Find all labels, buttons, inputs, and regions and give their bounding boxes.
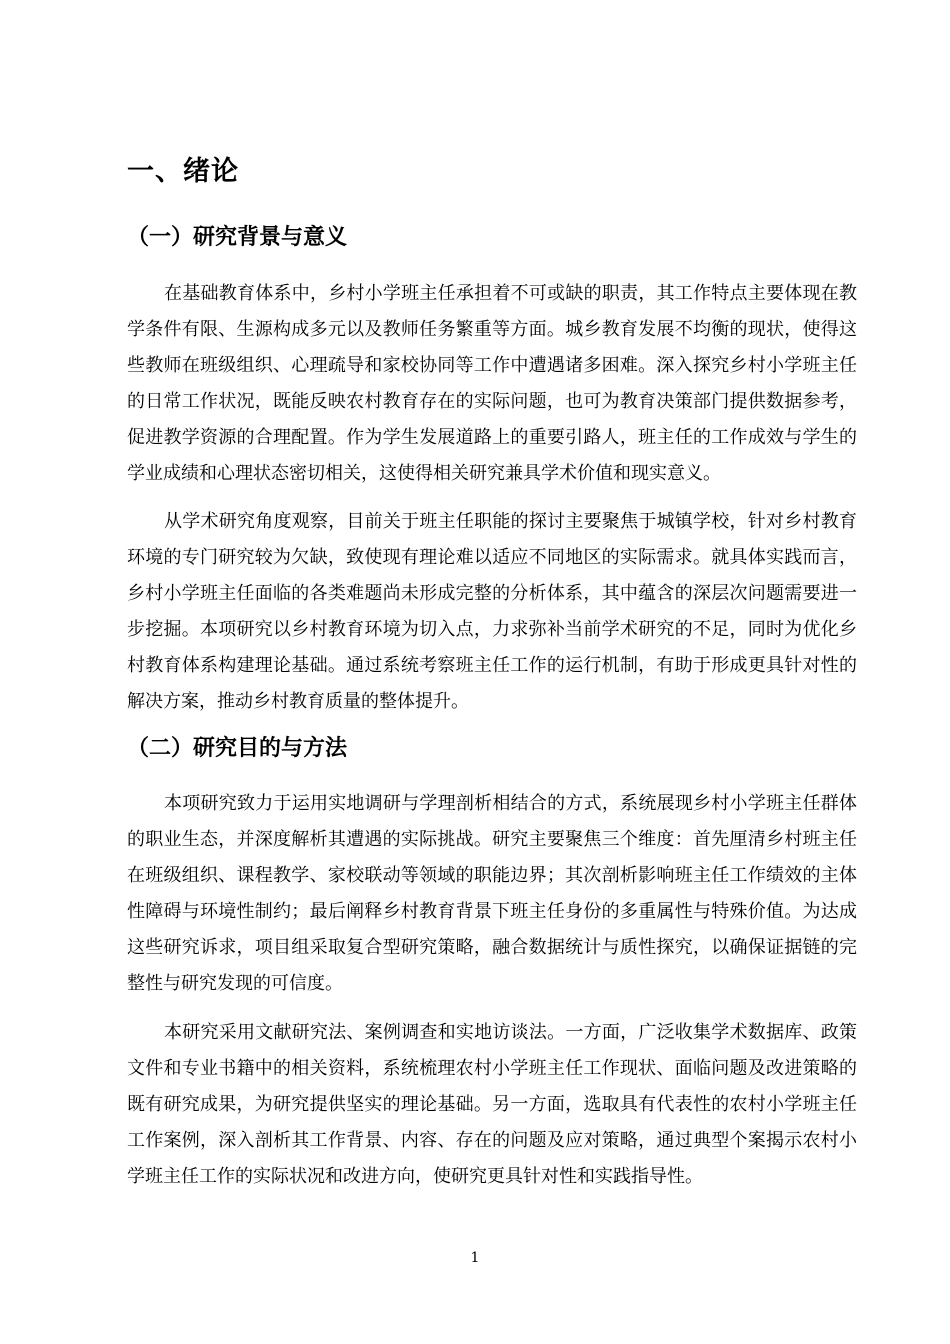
body-paragraph: 本项研究致力于运用实地调研与学理剖析相结合的方式，系统展现乡村小学班主任群体的职业生态，并深度解析其遭遇的实际挑战。研究主要聚焦三个维度：首先厘清乡村班主任在班级组织、课程教学、家校联动等领域的职能边界；其次剖析影响班主任工作绩效的主体性障碍与环境性制约；最后阐释乡村教育背景下班主任身份的多重属性与特殊价值。为达成这些研究诉求，项目组采取复合型研究策略，融合数据统计与质性探究，以确保证据链的完整性与研究发现的可信度。 [127, 793, 857, 994]
section-heading-background: （一）研究背景与意义 [127, 225, 348, 250]
body-paragraph: 在基础教育体系中，乡村小学班主任承担着不可或缺的职责，其工作特点主要体现在教学条件有限、生源构成多元以及教师任务繁重等方面。城乡教育发展不均衡的现状，使得这些教师在班级组织、心理疏导和家校协同等工作中遭遇诸多困难。深入探究乡村小学班主任的日常工作状况，既能反映农村教育存在的实际问题，也可为教育决策部门提供数据参考，促进教学资源的合理配置。作为学生发展道路上的重要引路人，班主任的工作成效与学生的学业成绩和心理状态密切相关，这使得相关研究兼具学术价值和现实意义。 [127, 283, 857, 484]
chapter-title: 一、绪论 [127, 156, 239, 187]
section-heading-methods: （二）研究目的与方法 [127, 736, 348, 761]
page-number: 1 [470, 1250, 480, 1266]
body-paragraph: 本研究采用文献研究法、案例调查和实地访谈法。一方面，广泛收集学术数据库、政策文件和专业书籍中的相关资料，系统梳理农村小学班主任工作现状、面临问题及改进策略的既有研究成果，为研究提供坚实的理论基础。另一方面，选取具有代表性的农村小学班主任工作案例，深入剖析其工作背景、内容、存在的问题及应对策略，通过典型个案揭示农村小学班主任工作的实际状况和改进方向，使研究更具针对性和实践指导性。 [127, 1022, 857, 1187]
body-paragraph: 从学术研究角度观察，目前关于班主任职能的探讨主要聚焦于城镇学校，针对乡村教育环境的专门研究较为欠缺，致使现有理论难以适应不同地区的实际需求。就具体实践而言，乡村小学班主任面临的各类难题尚未形成完整的分析体系，其中蕴含的深层次问题需要进一步挖掘。本项研究以乡村教育环境为切入点，力求弥补当前学术研究的不足，同时为优化乡村教育体系构建理论基础。通过系统考察班主任工作的运行机制，有助于形成更具针对性的解决方案，推动乡村教育质量的整体提升。 [127, 511, 857, 712]
